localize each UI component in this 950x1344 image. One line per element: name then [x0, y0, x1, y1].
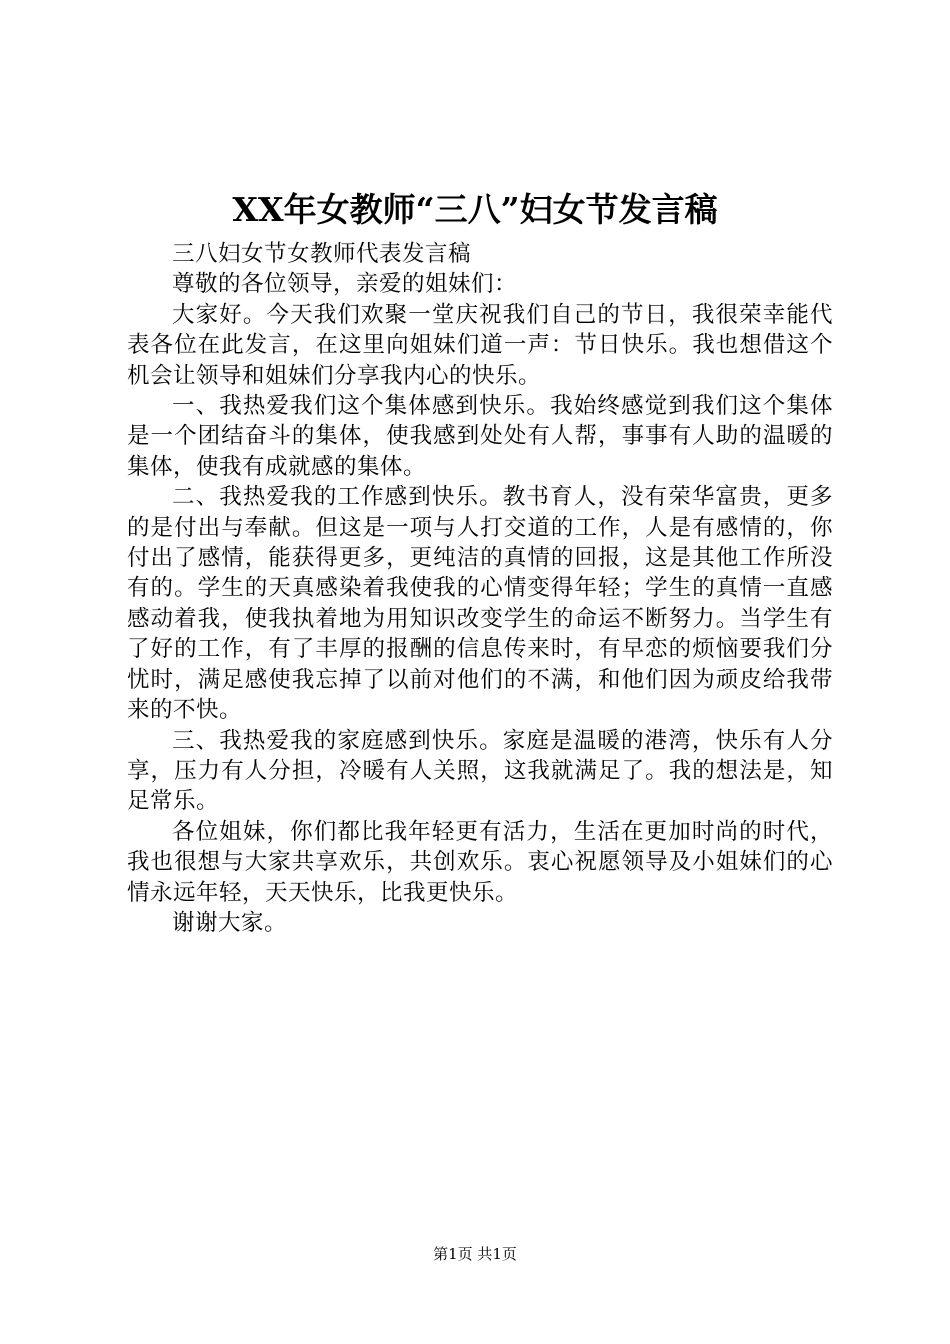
paragraph-thanks: 谢谢大家。	[172, 909, 288, 936]
paragraph-greeting: 大家好。今天我们欢聚一堂庆祝我们自己的节日，我很荣幸能代表各位在此发言，在这里向姐妹们道一声：节日快乐。我也想借这个机会让领导和姐妹们分享我内心的快乐。	[127, 301, 833, 389]
paragraph-point-two: 二、我热爱我的工作感到快乐。教书育人，没有荣华富贵，更多的是付出与奉献。但这是一项与人打交道的工作，人是有感情的，你付出了感情，能获得更多，更纯洁的真情的回报，这是其他工作所没有的。学生的天真感染着我使我的心情变得年轻；学生的真情一直感感动着我，使我执着地为用知识改变学生的命运不断努力。当学生有了好的工作，有了丰厚的报酬的信息传来时，有早恋的烦恼要我们分忧时，满足感使我忘掉了以前对他们的不满，和他们因为顽皮给我带来的不快。	[127, 484, 833, 724]
paragraph-point-one: 一、我热爱我们这个集体感到快乐。我始终感觉到我们这个集体是一个团结奋斗的集体，使我感到处处有人帮，事事有人助的温暖的集体，使我有成就感的集体。	[127, 393, 833, 480]
document-body	[127, 239, 833, 938]
paragraph-salutation: 尊敬的各位领导，亲爱的姐妹们：	[172, 271, 518, 298]
paragraph-closing-wish: 各位姐妹，你们都比我年轻更有活力，生活在更加时尚的时代，我也很想与大家共享欢乐，共创欢乐。衷心祝愿领导及小姐妹们的心情永远年轻，天天快乐，比我更快乐。	[127, 818, 833, 906]
page-footer: 第1页 共1页	[433, 1245, 517, 1263]
paragraph-point-three: 三、我热爱我的家庭感到快乐。家庭是温暖的港湾，快乐有人分享，压力有人分担，冷暖有人关照，这我就满足了。我的想法是，知足常乐。	[127, 727, 833, 815]
document-title: XX年女教师“三八”妇女节发言稿	[232, 190, 718, 229]
paragraph-subtitle: 三八妇女节女教师代表发言稿	[172, 241, 472, 267]
